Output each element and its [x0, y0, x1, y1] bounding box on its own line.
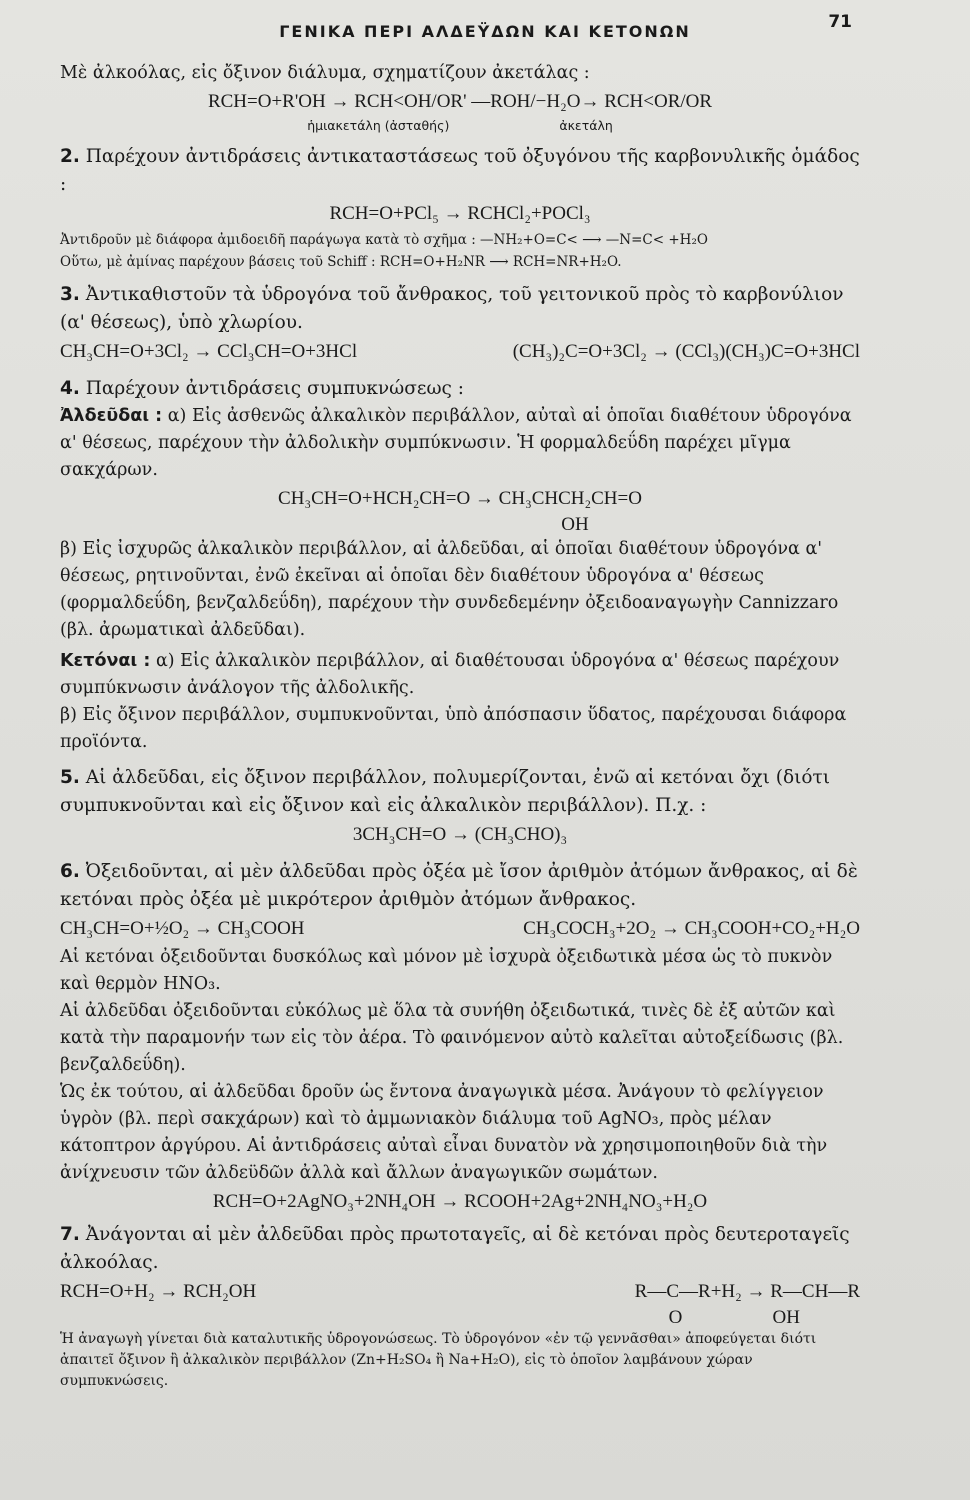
schiff-line: Οὕτω, μὲ ἀμίνας παρέχουν βάσεις τοῦ Schiff : RCH=O+H₂NR ⟶ RCH=NR+H₂O. [60, 254, 622, 270]
page-number: 71 [828, 12, 852, 32]
equation-acetal: RCH=O+R'OH → RCH<OH/OR' —ROH/−H₂O→ RCH<OR/OR [207, 91, 713, 112]
equation-aldol: CH₃CH=O+HCH₂CH=O → CH₃CHCH₂CH=O [278, 488, 642, 509]
section-4 [60, 375, 860, 403]
section-7-number: 7. [60, 1224, 80, 1245]
running-header: ΓΕΝΙΚΑ ΠΕΡΙ ΑΛΔΕΫΔΩΝ ΚΑΙ ΚΕΤΟΝΩΝ [279, 22, 691, 41]
ketones-label: Κετόναι : [60, 651, 151, 671]
section-3-number: 3. [60, 284, 80, 305]
ketones-a-text: α) Εἰς ἀλκαλικὸν περιβάλλον, αἱ διαθέτουσαι ὑδρογόνα α' θέσεως παρέχουν συμπύκνωσιν ἀνάλογον τῆς ἀλδολικῆς. [60, 651, 840, 698]
section-6-number: 6. [60, 861, 80, 882]
footnote: Ἡ ἀναγωγὴ γίνεται διὰ καταλυτικῆς ὑδρογονώσεως. Τὸ ὑδρογόνον «ἐν τῷ γεννᾶσθαι» ἀποφεύγεται διότι ἀπαιτεῖ ὄξινον ἢ ἀλκαλικὸν περιβάλλον (Zn+H₂SO₄ ἢ Na+H₂O), εἰς τὸ ὁποῖον λαμβάνουν χώραν συμπυκνώσεις. [60, 1331, 817, 1389]
aldehydes-label: Ἀλδεῦδαι : [60, 406, 163, 426]
ketones-b: β) Εἰς ὄξινον περιβάλλον, συμπυκνοῦνται, ὑπὸ ἀπόσπασιν ὕδατος, παρέχουσαι διάφορα προϊόντα. [60, 705, 847, 752]
ketones-a [60, 648, 860, 702]
equation-oxidation-left: CH₃CH=O+½O₂ → CH₃COOH [60, 918, 305, 939]
section-7-text: Ἀνάγονται αἱ μὲν ἀλδεῦδαι πρὸς πρωτοταγεῖς, αἱ δὲ κετόναι πρὸς δευτεροταγεῖς ἀλκοόλας. [60, 1224, 850, 1273]
section-2-number: 2. [60, 146, 80, 167]
intro-acetals: Μὲ ἀλκοόλας, εἰς ὄξινον διάλυμα, σχηματίζουν ἀκετάλας : [60, 63, 590, 83]
section-3-text: Ἀντικαθιστοῦν τὰ ὑδρογόνα τοῦ ἄνθρακος, τοῦ γειτονικοῦ πρὸς τὸ καρβονύλιον (α' θέσεως), ὑπὸ χλωρίου. [60, 284, 844, 333]
section-4-number: 4. [60, 378, 80, 399]
section-5-number: 5. [60, 767, 80, 788]
caption-hemiacetal: ἡμιακετάλη (ἀσταθής) [307, 118, 450, 133]
amide-line: Ἀντιδροῦν μὲ διάφορα ἀμιδοειδῆ παράγωγα κατὰ τὸ σχῆμα : —NH₂+O=C< ⟶ —N=C< +H₂O [60, 232, 708, 248]
caption-acetal: ἀκετάλη [559, 118, 613, 133]
aldehydes-a-text: α) Εἰς ἀσθενῶς ἀλκαλικὸν περιβάλλον, αὐταὶ αἱ ὁποῖαι διαθέτουν ὑδρογόνα α' θέσεως, παρέχουν τὴν ἀλδολικὴν συμπύκνωσιν. Ἡ φορμαλδεΰδη παρέχει μῖγμα σακχάρων. [60, 406, 852, 480]
equation-chlorination-right: (CH₃)₂C=O+3Cl₂ → (CCl₃)(CH₃)C=O+3HCl [512, 341, 860, 362]
acetal-captions [60, 117, 860, 135]
equation-chlorination-left: CH₃CH=O+3Cl₂ → CCl₃CH=O+3HCl [60, 341, 358, 362]
section-5-text: Αἱ ἀλδεῦδαι, εἰς ὄξινον περιβάλλον, πολυμερίζονται, ἐνῶ αἱ κετόναι ὄχι (διότι συμπυκνοῦνται καὶ εἰς ὄξινον καὶ εἰς ἀλκαλικὸν περιβάλλον). Π.χ. : [60, 767, 830, 816]
section-6 [60, 858, 860, 914]
section-2 [60, 143, 860, 199]
equation-reduction-substituents: O OH [668, 1307, 800, 1328]
section-6-text: Ὀξειδοῦνται, αἱ μὲν ἀλδεῦδαι πρὸς ὀξέα μὲ ἴσον ἀριθμὸν ἀτόμων ἄνθρακος, αἱ δὲ κετόναι πρὸς ὀξέα μὲ μικρότερον ἀριθμὸν ἀτόμων ἄνθρακος. [60, 861, 858, 910]
equation-silver-mirror: RCH=O+2AgNO₃+2NH₄OH → RCOOH+2Ag+2NH₄NO₃+H₂O [212, 1191, 708, 1212]
equation-oxidation-right: CH₃COCH₃+2O₂ → CH₃COOH+CO₂+H₂O [523, 918, 860, 939]
section-2-text: Παρέχουν ἀντιδράσεις ἀντικαταστάσεως τοῦ ὀξυγόνου τῆς καρβονυλικῆς ὁμάδος : [60, 146, 860, 195]
section-5 [60, 764, 860, 820]
reducing-agents: Ὡς ἐκ τούτου, αἱ ἀλδεῦδαι δροῦν ὡς ἔντονα ἀναγωγικὰ μέσα. Ἀνάγουν τὸ φελίγγειον ὑγρὸν (βλ. περὶ σακχάρων) καὶ τὸ ἀμμωνιακὸν διάλυμα τοῦ AgNO₃, πρὸς μέλαν κάτοπτρον ἀργύρου. Αἱ ἀντιδράσεις αὐταὶ εἶναι δυνατὸν νὰ χρησιμοποιηθοῦν διὰ τὴν ἀνίχνευσιν τῶν ἀλδεϋδῶν ἀλλὰ καὶ ἄλλων ἀναγωγικῶν σωμάτων. [60, 1082, 828, 1183]
equation-reduction [60, 1277, 860, 1307]
equation-pcl5: RCH=O+PCl₅ → RCHCl₂+POCl₃ [329, 203, 591, 224]
section-3 [60, 281, 860, 337]
equation-aldol-oh: OH [561, 514, 589, 535]
section-7 [60, 1221, 860, 1277]
equation-reduction-right: R—C—R+H₂ → R—CH—R [634, 1281, 860, 1302]
page-content [60, 60, 860, 1392]
equation-chlorination [60, 337, 860, 367]
equation-polymer: 3CH₃CH=O → (CH₃CHO)₃ [352, 824, 568, 845]
aldehydes-b: β) Εἰς ἰσχυρῶς ἀλκαλικὸν περιβάλλον, αἱ ἀλδεῦδαι, αἱ ὁποῖαι διαθέτουν ὑδρογόνα α' θέσεως, ρητινοῦνται, ἐνῶ ἐκεῖναι αἱ ὁποῖαι δὲν διαθέτουν ὑδρογόνα α' θέσεως (φορμαλδεΰδη, βενζαλδεΰδη), παρέχουν τὴν συνδεδεμένην ὀξειδοαναγωγὴν Cannizzaro (βλ. ἀρωματικαὶ ἀλδεῦδαι). [60, 539, 839, 640]
section-4-text: Παρέχουν ἀντιδράσεις συμπυκνώσεως : [85, 378, 465, 399]
aldehyde-oxidation: Αἱ ἀλδεῦδαι ὀξειδοῦνται εὐκόλως μὲ ὅλα τὰ συνήθη ὀξειδωτικά, τινὲς δὲ ἐξ αὐτῶν καὶ κατὰ τὴν παραμονήν των εἰς τὸν ἀέρα. Τὸ φαινόμενον αὐτὸ καλεῖται αὐτοξείδωσις (βλ. βενζαλδεΰδη). [60, 1001, 844, 1075]
equation-reduction-left: RCH=O+H₂ → RCH₂OH [60, 1281, 257, 1302]
ketone-oxidation: Αἱ κετόναι ὀξειδοῦνται δυσκόλως καὶ μόνον μὲ ἰσχυρὰ ὀξειδωτικὰ μέσα ὡς τὸ πυκνὸν καὶ θερμὸν HNO₃. [60, 947, 833, 994]
equation-oxidation [60, 914, 860, 944]
aldehydes-a [60, 403, 860, 484]
